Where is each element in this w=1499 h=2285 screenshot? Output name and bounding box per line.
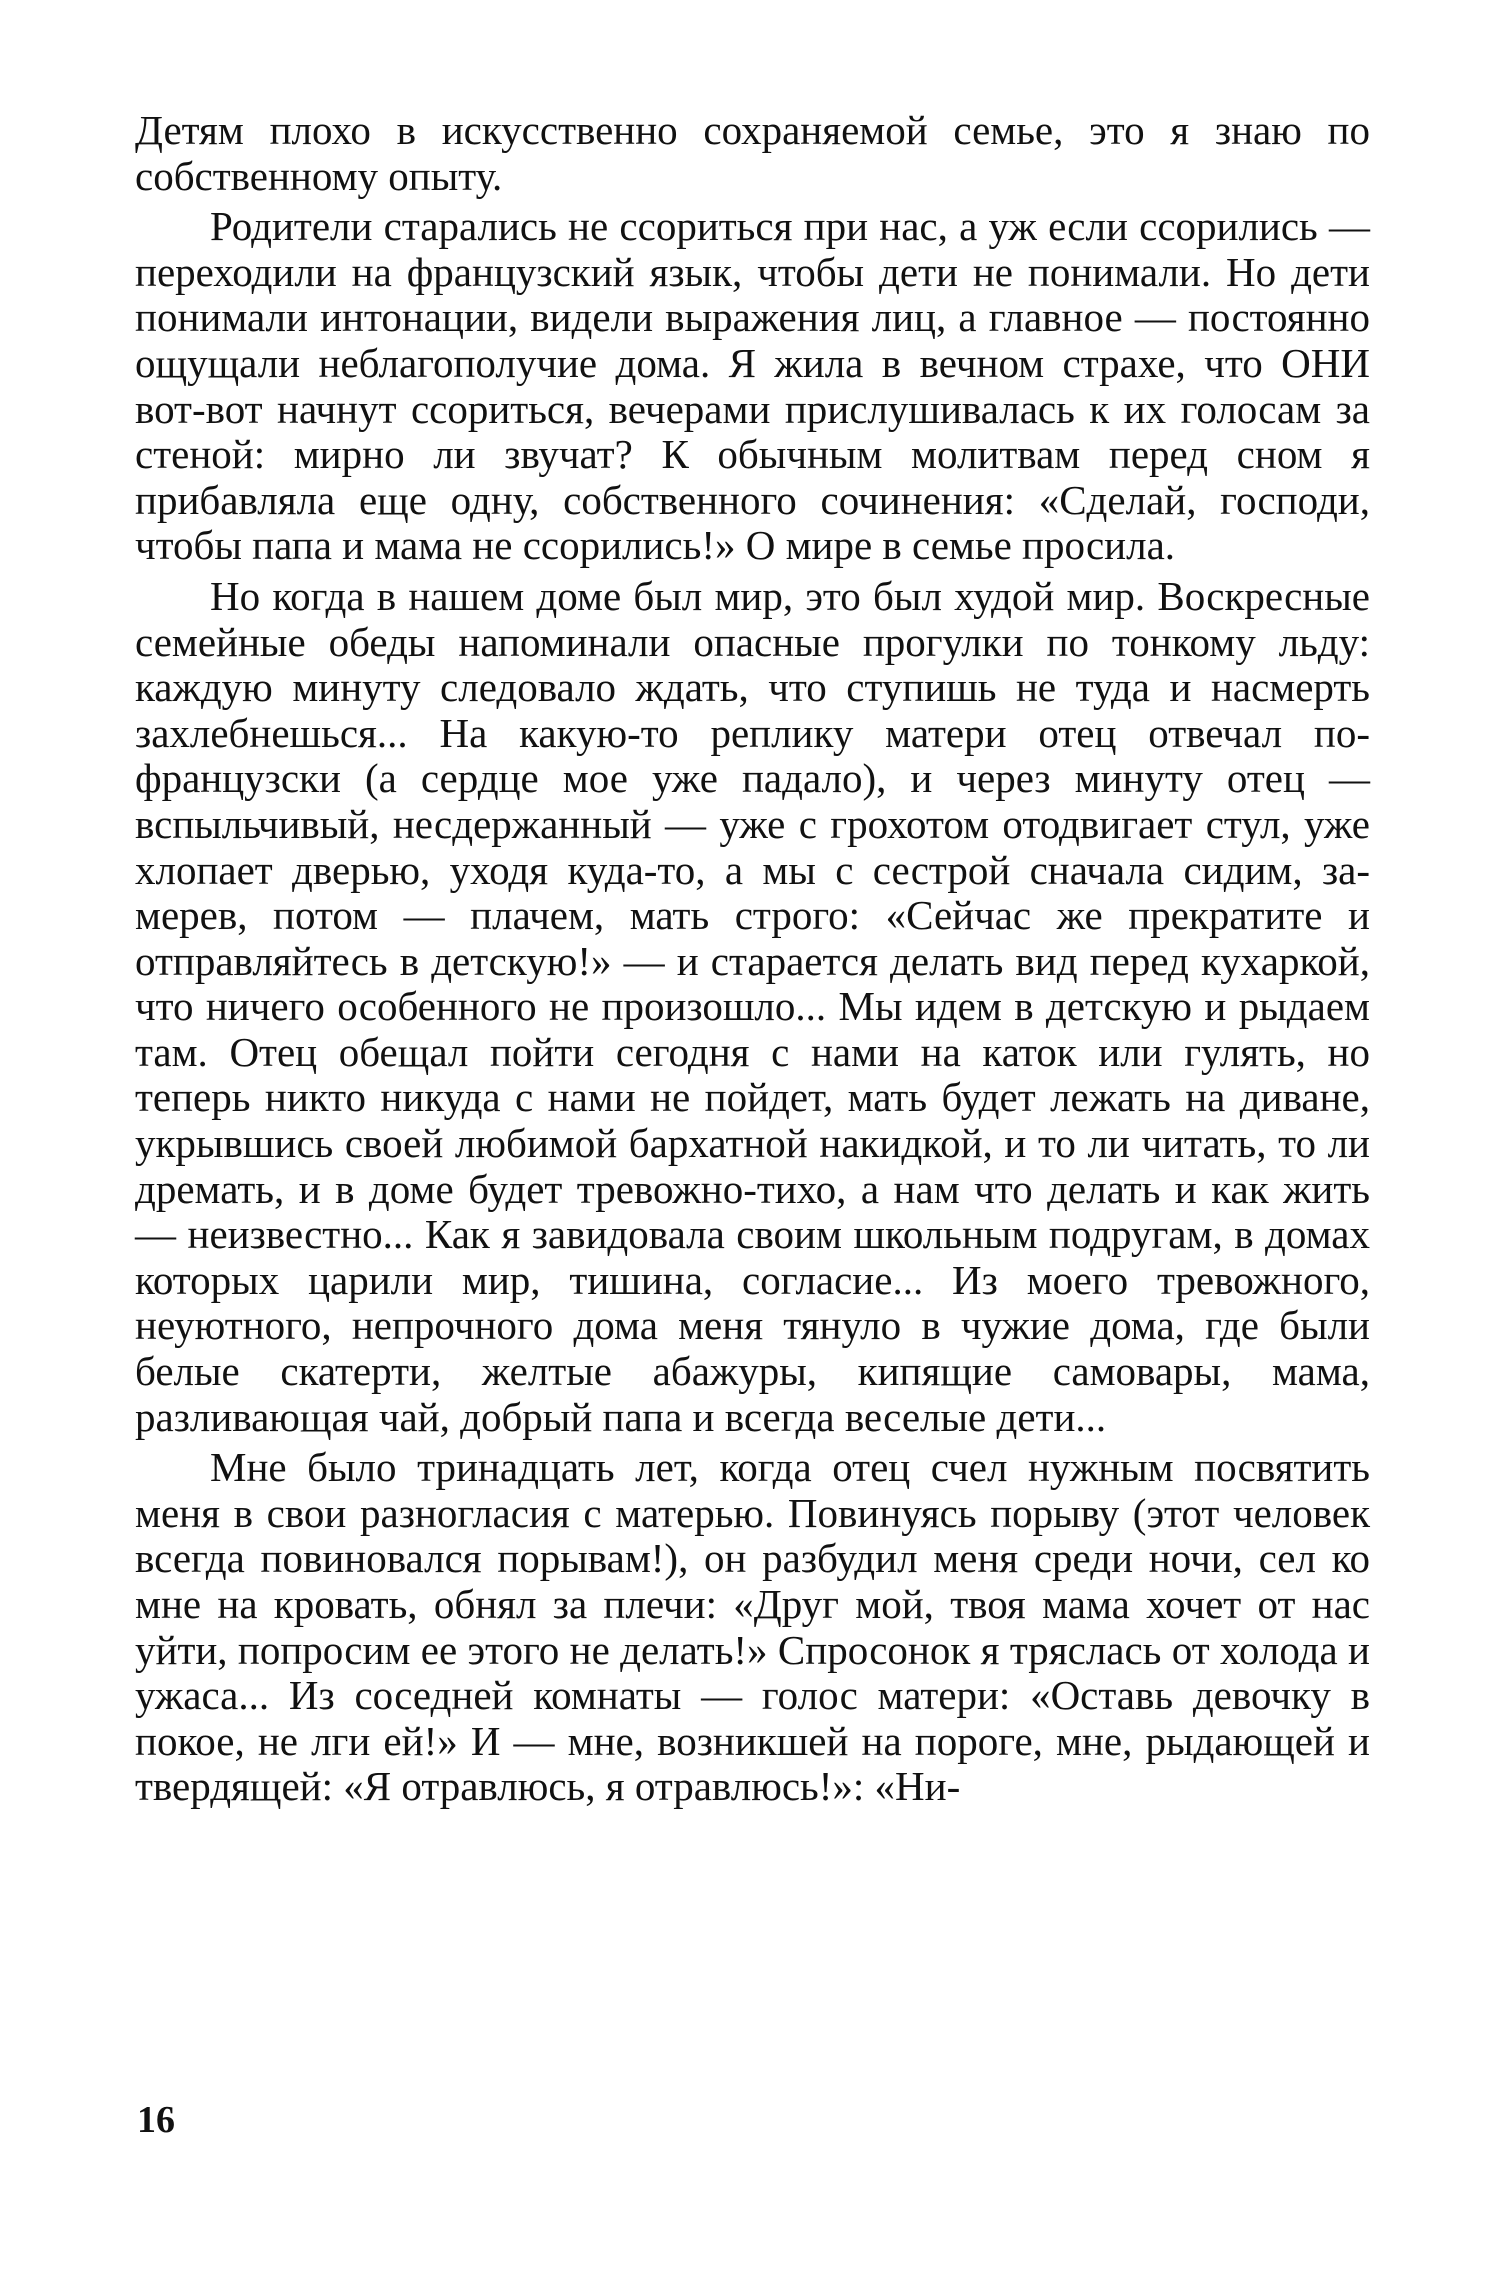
paragraph-1: Детям плохо в искусственно сохраняемой семье, это я знаю по собственному опыту. (135, 107, 1370, 199)
paragraph-3: Но когда в нашем доме был мир, это был худой мир. Воскресные семейные обеды напоминали опасные прогулки по тонкому льду: каждую минуту следовало ждать, что ступишь не туда и насмерть захлебнешься... На какую-то реплику матери отец отвечал по-французски (а сердце мое уже падало), и через минуту отец — вспыльчивый, несдержанный — уже с грохотом отодвигает стул, уже хлопает дверью, уходя куда-то, а мы с сестрой сначала сидим, замерев, потом — плачем, мать строго: «Сейчас же прекратите и отправляйтесь в детскую!» — и старается делать вид перед кухаркой, что ничего особенного не произошло... Мы идем в детскую и рыдаем там. Отец обещал пойти сегодня с нами на каток или гулять, но теперь никто никуда с нами не пойдет, мать будет лежать на диване, укрывшись своей любимой бархатной накидкой, и то ли читать, то ли дремать, и в доме будет тревожно-тихо, а нам что делать и как жить — неизвестно... Как я завидовала своим школьным подругам, в домах которых царили мир, тишина, согласие... Из моего тревожного, неуютного, непрочного дома меня тянуло в чужие дома, где были белые скатерти, желтые абажуры, кипящие самовары, мама, разливающая чай, добрый папа и всегда веселые дети... (135, 572, 1370, 1440)
book-page-text (135, 108, 1370, 1815)
page-number: 16 (137, 2099, 175, 2141)
paragraph-2: Родители старались не ссориться при нас, а уж если ссорились — переходили на французский язык, чтобы дети не понимали. Но дети понимали интонации, видели выражения лиц, а главное — постоянно ощущали неблагополучие дома. Я жила в вечном страхе, что ОНИ вот-вот начнут ссориться, вечерами прислушивалась к их голосам за стеной: мирно ли звучат? К обычным молитвам перед сном я прибавляла еще одну, собственного сочинения: «Сделай, господи, чтобы папа и мама не ссорились!» О мире в семье просила. (135, 203, 1370, 569)
paragraph-4: Мне было тринадцать лет, когда отец счел нужным посвятить меня в свои разногласия с матерью. Повинуясь порыву (этот человек всегда повиновался порывам!), он разбудил меня среди ночи, сел ко мне на кровать, обнял за плечи: «Друг мой, твоя мама хочет от нас уйти, попросим ее этого не делать!» Спросонок я тряслась от холода и ужаса... Из соседней комнаты — голос матери: «Оставь девочку в покое, не лги ей!» И — мне, возникшей на пороге, мне, рыдающей и твердящей: «Я отравлюсь, я отравлюсь!»: «Ни- (135, 1444, 1370, 1810)
